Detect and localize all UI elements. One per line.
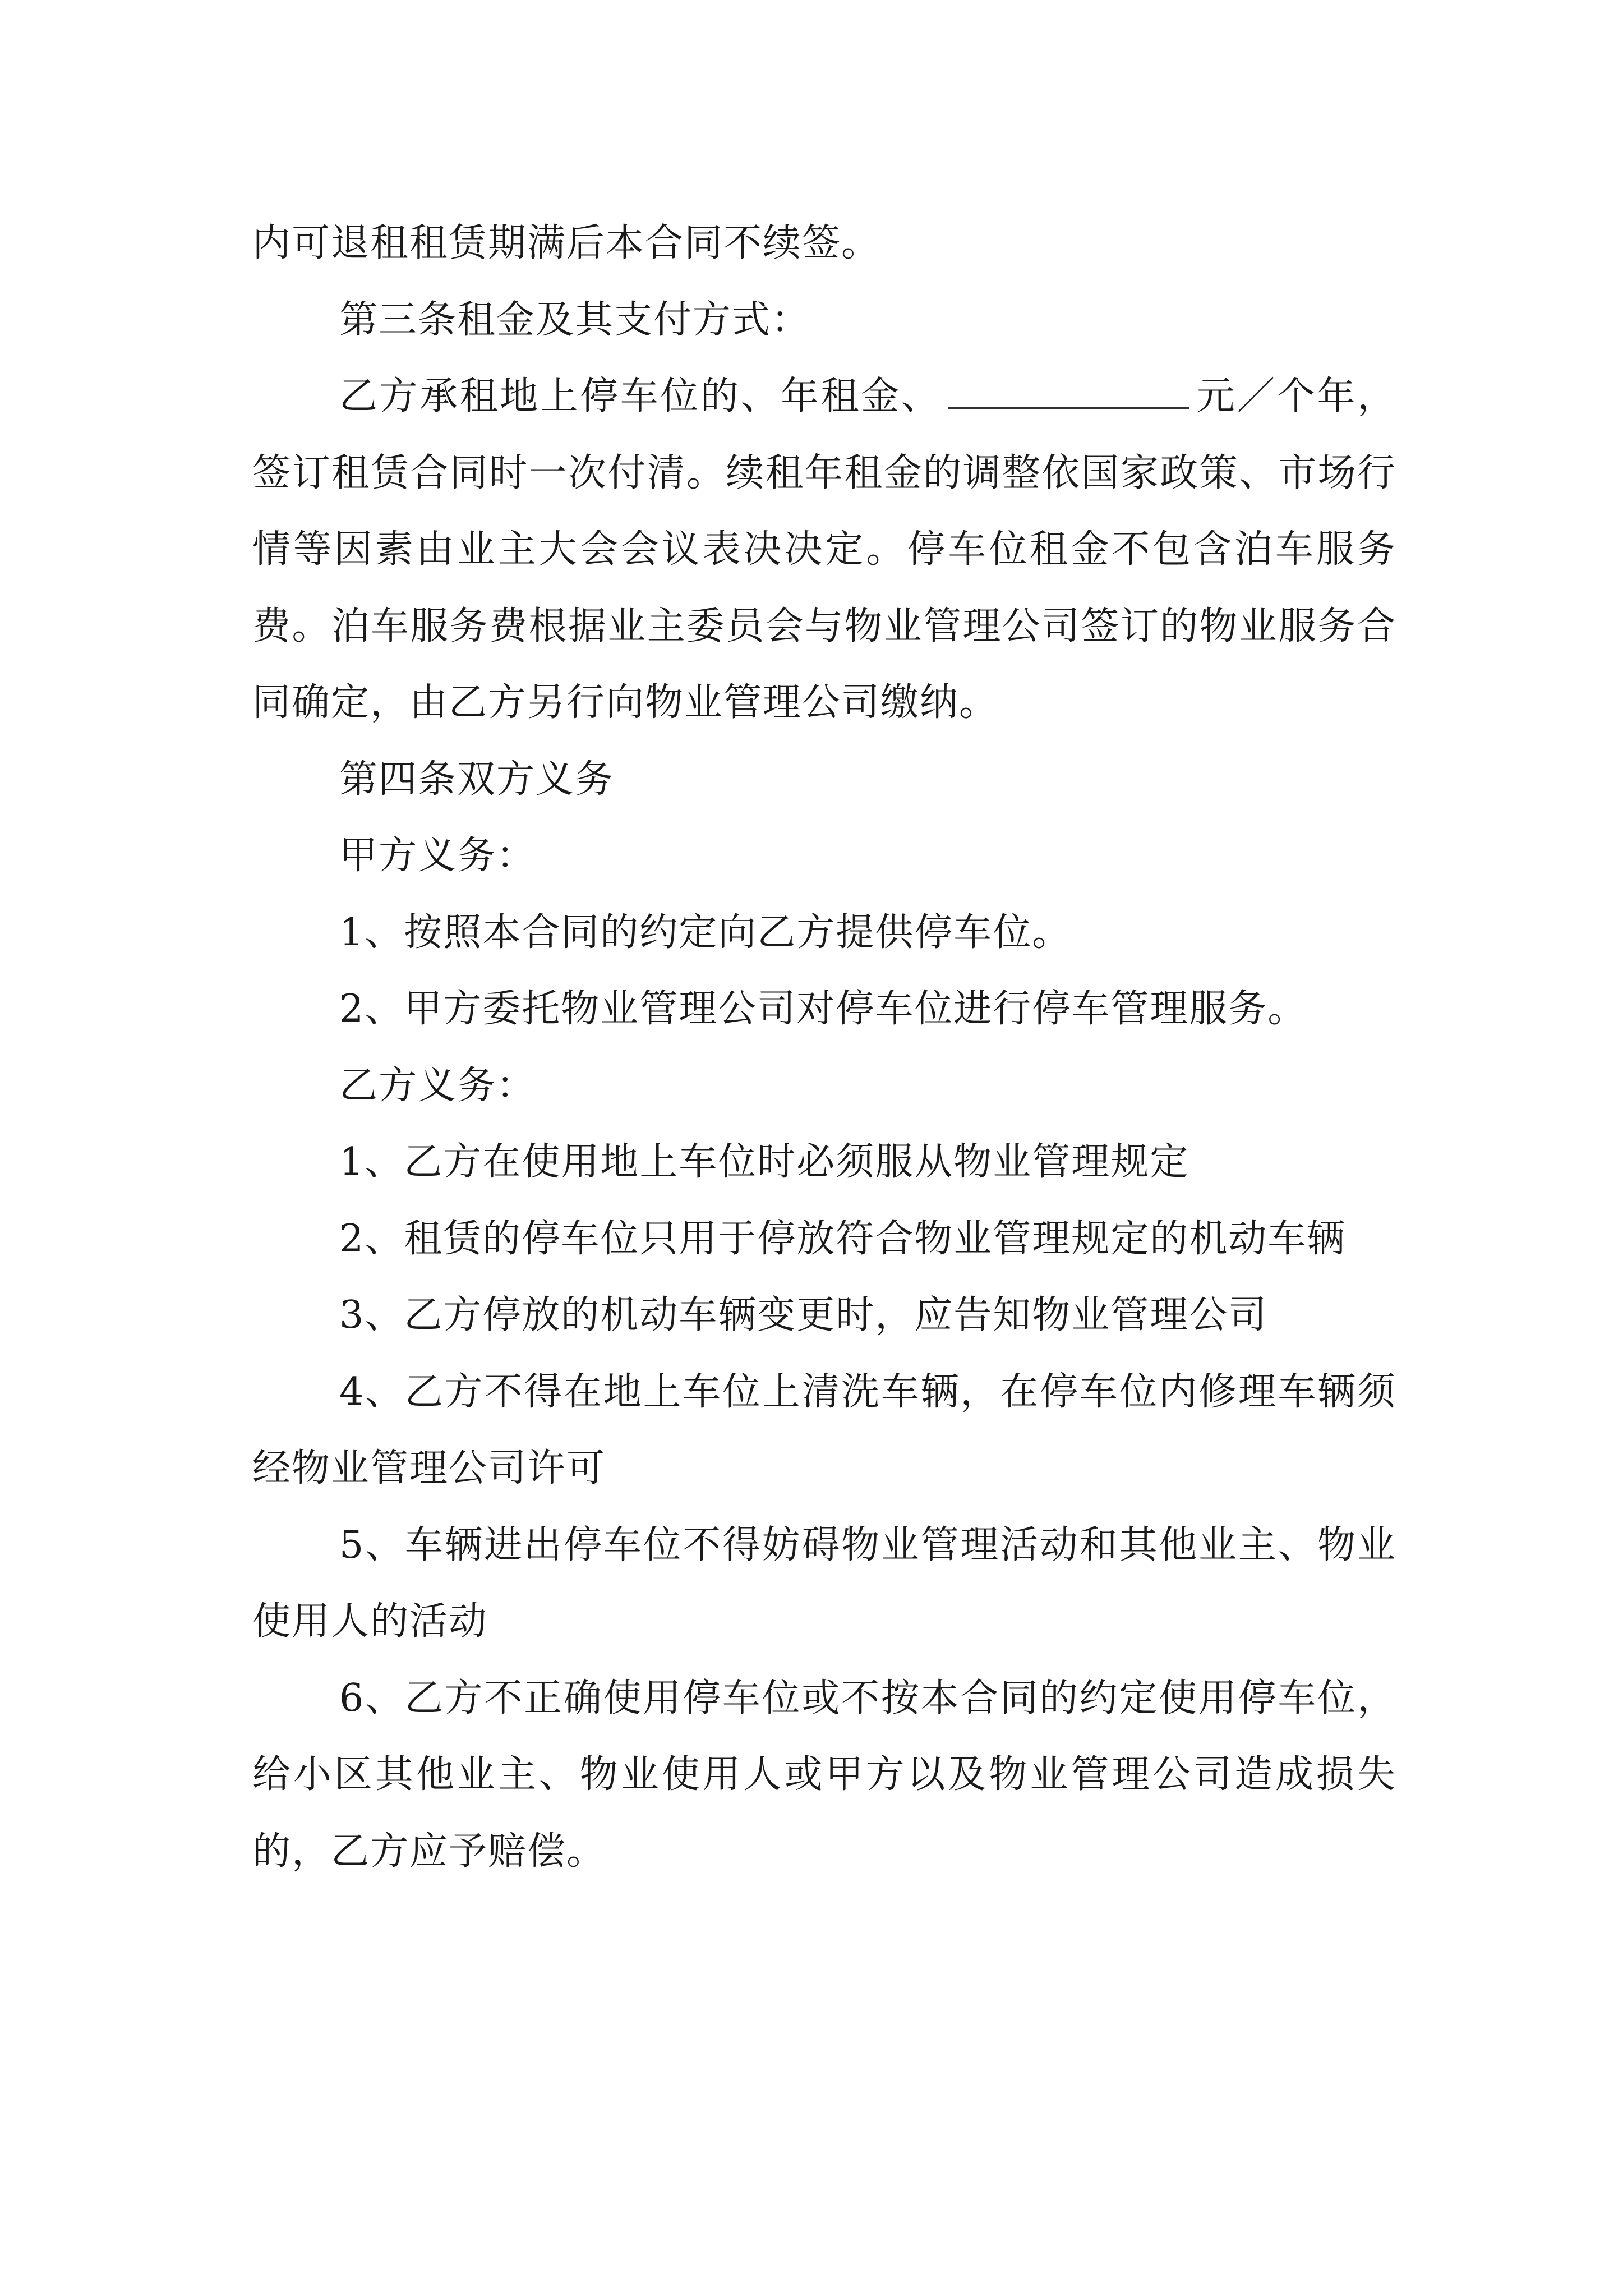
party-a-obligation-1: 1、按照本合同的约定向乙方提供停车位。 (339, 910, 1072, 955)
rent-text-after-blank: 元／个年，签订租赁合同时一次付清。续租年租金的调整依国家政策、市场行情等因素由业主大会会议表决决定。停车位租金不包含泊车服务费。泊车服务费根据业主委员会与物业管理公司签订的物业服务合同确定，由乙方另行向物业管理公司缴纳。 (252, 374, 1396, 725)
rent-amount-blank (948, 376, 1189, 409)
party-a-obligations-heading: 甲方义务： (339, 834, 536, 878)
article-3-heading: 第三条租金及其支付方式： (339, 297, 811, 342)
article-4-heading: 第四条双方义务 (339, 757, 615, 802)
paragraph-continuation: 内可退租租赁期满后本合同不续签。 (252, 221, 881, 265)
party-b-obligation-3: 3、乙方停放的机动车辆变更时，应告知物业管理公司 (339, 1293, 1268, 1337)
party-b-obligation-6: 6、乙方不正确使用停车位或不按本合同的约定使用停车位，给小区其他业主、物业使用人或甲方以及物业管理公司造成损失的，乙方应予赔偿。 (252, 1676, 1396, 1874)
party-b-obligation-5: 5、车辆进出停车位不得妨碍物业管理活动和其他业主、物业使用人的活动 (252, 1522, 1396, 1644)
party-a-obligation-2: 2、甲方委托物业管理公司对停车位进行停车管理服务。 (339, 987, 1307, 1031)
party-b-obligations-heading: 乙方义务： (339, 1063, 536, 1108)
rent-payment-paragraph (252, 358, 1396, 742)
document-body (252, 205, 1396, 1890)
rent-text-before-blank: 乙方承租地上停车位的、年租金、 (339, 374, 942, 418)
party-b-obligation-4: 4、乙方不得在地上车位上清洗车辆，在停车位内修理车辆须经物业管理公司许可 (252, 1369, 1396, 1490)
party-b-obligation-2: 2、租赁的停车位只用于停放符合物业管理规定的机动车辆 (339, 1216, 1347, 1261)
party-b-obligation-1: 1、乙方在使用地上车位时必须服从物业管理规定 (339, 1140, 1189, 1184)
